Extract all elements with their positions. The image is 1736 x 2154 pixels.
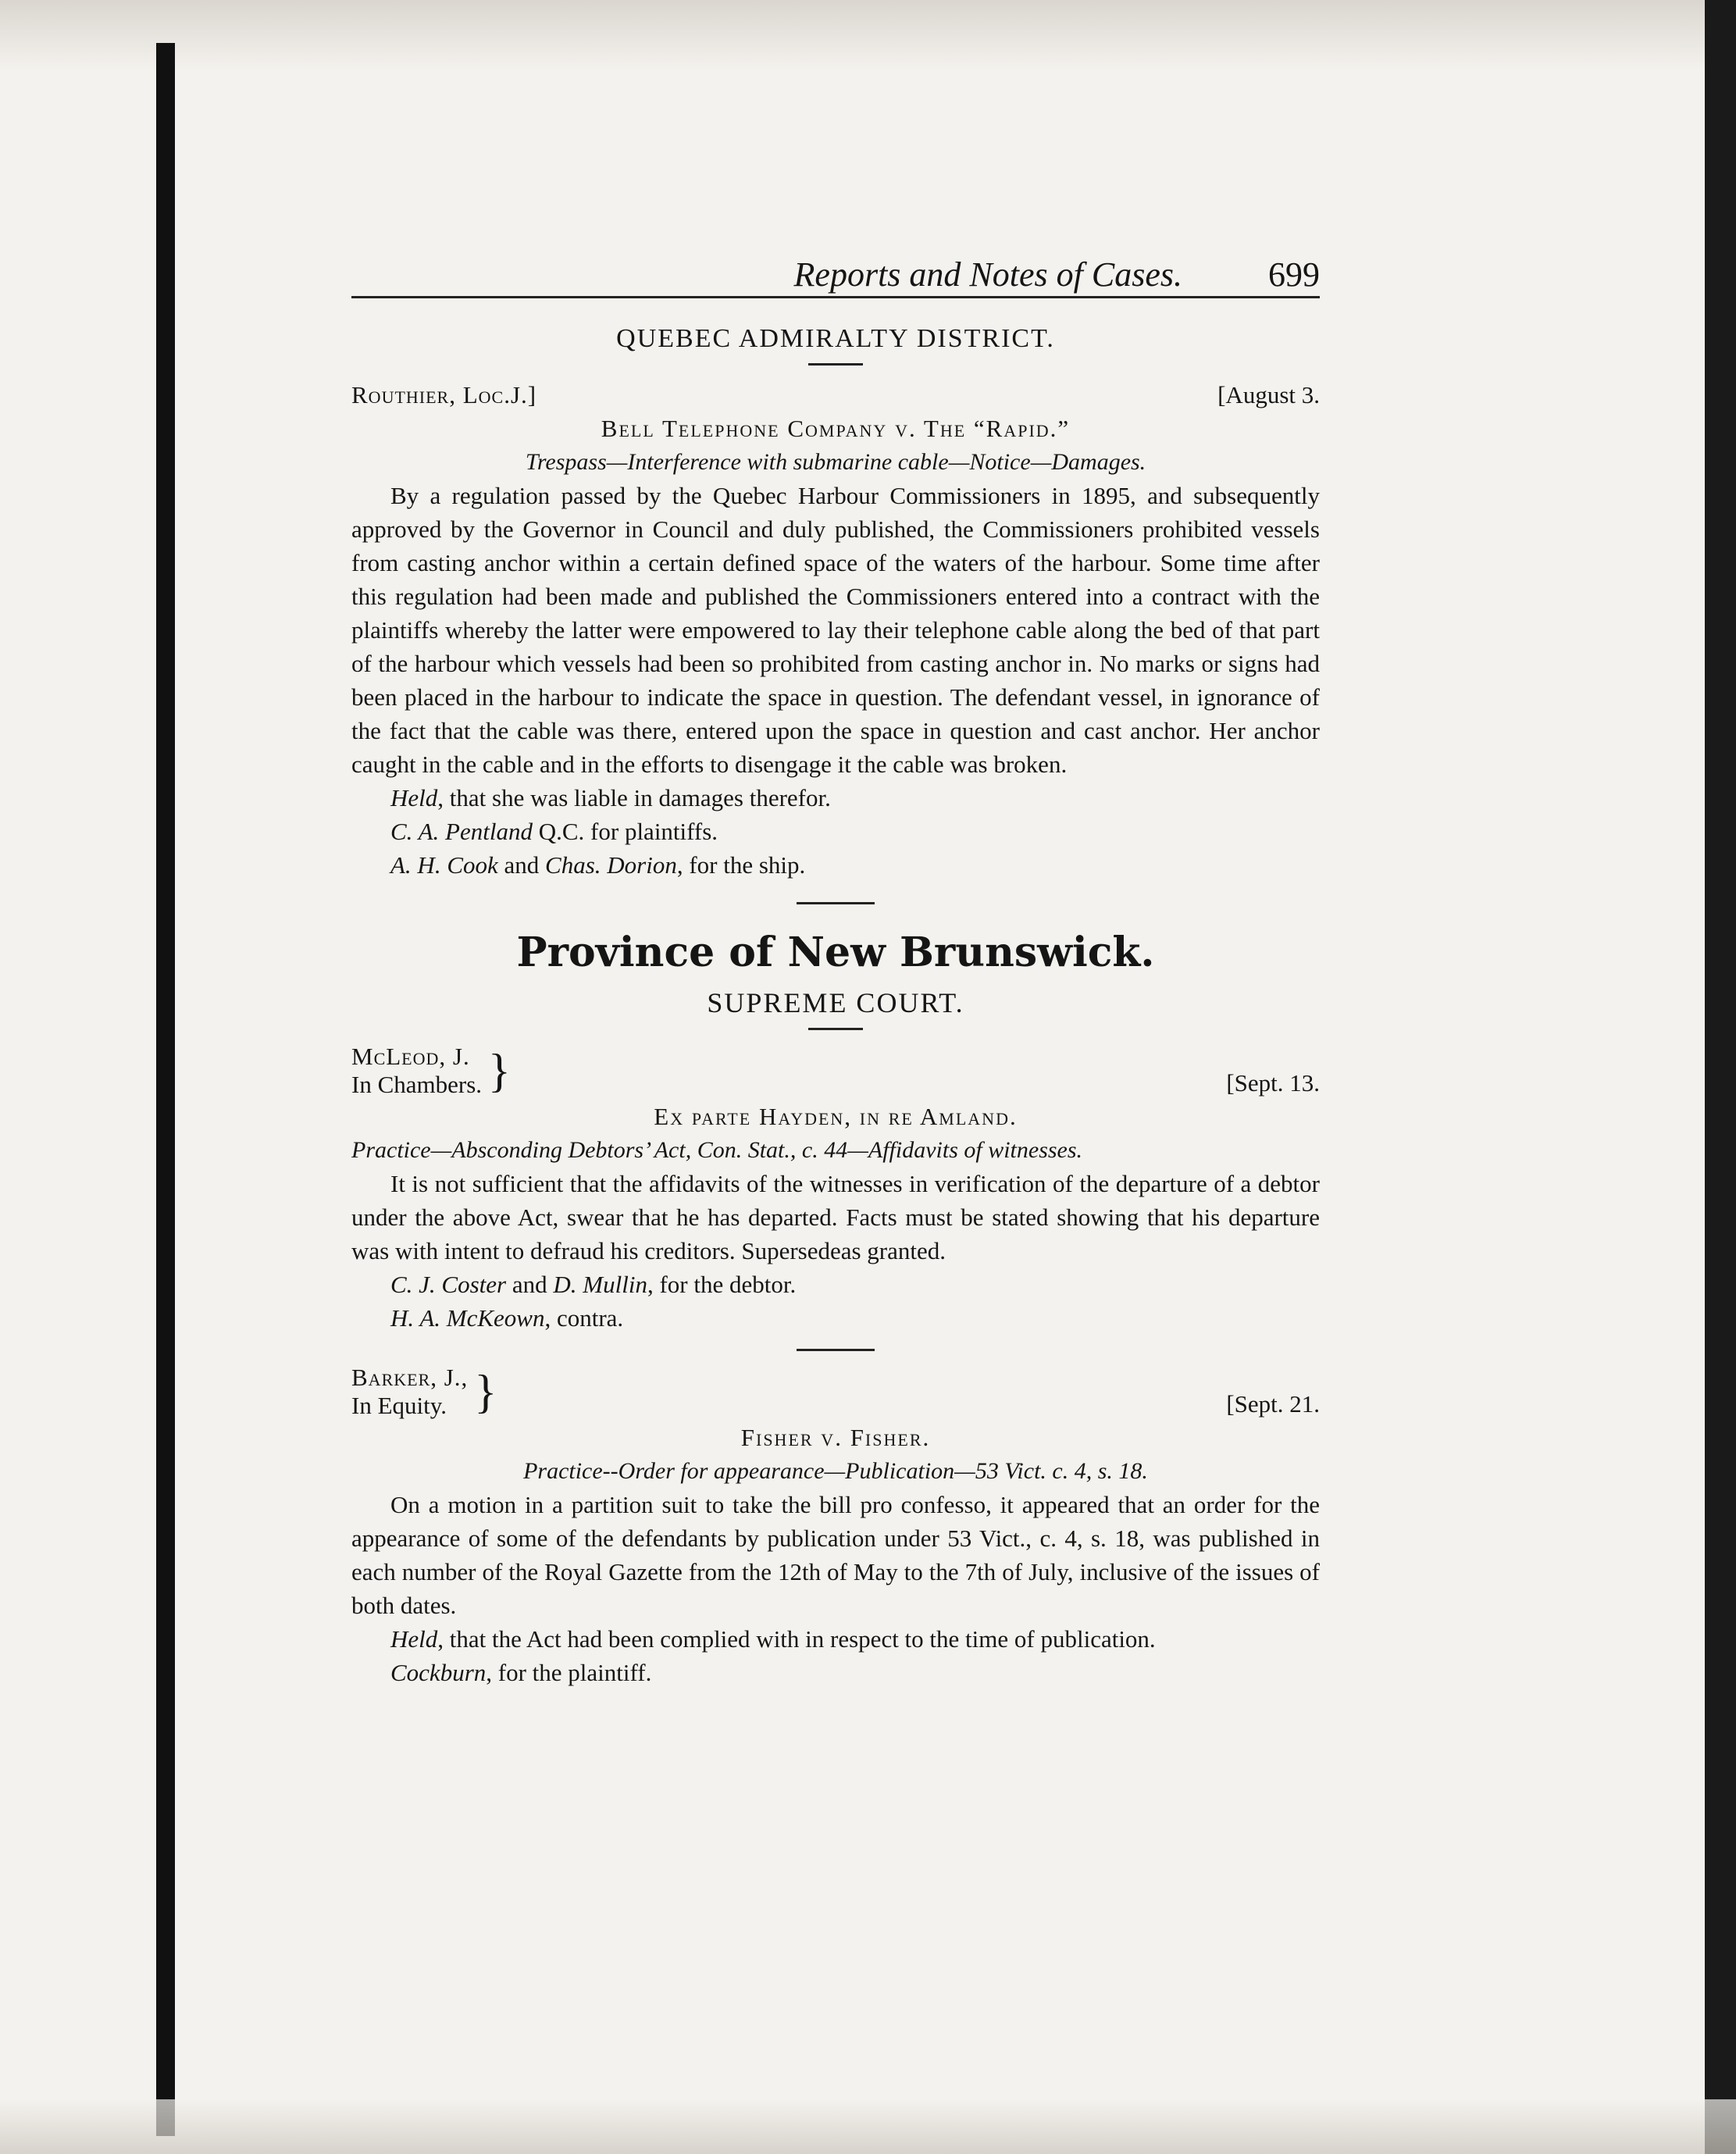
- judge-block: [351, 1043, 511, 1099]
- page-number: 699: [1268, 255, 1320, 294]
- province-heading: Province of New Brunswick.: [516, 929, 1155, 976]
- counsel-line: [351, 1268, 1320, 1301]
- judge-sitting: In Equity.: [351, 1392, 447, 1419]
- counsel-text: , for the plaintiff.: [486, 1659, 652, 1686]
- counsel-name: C. J. Coster: [390, 1271, 507, 1298]
- held-label: Held: [390, 1625, 438, 1653]
- case-body: On a motion in a partition suit to take the bill pro confesso, it appeared that an order for the appearance of some of the defendants by publication under 53 Vict., c. 4, s. 18, was published in each number of the Royal Gazette from the 12th of May to the 7th of July, inclusive of the issues of both dates.: [351, 1491, 1320, 1619]
- counsel-text: Q.C. for plaintiffs.: [532, 818, 718, 845]
- headnote: Trespass—Interference with submarine cable—Notice—Damages.: [525, 449, 1146, 475]
- judge-name: Barker, J.,: [351, 1364, 469, 1391]
- section-rule: [797, 1349, 875, 1351]
- counsel-text: , contra.: [544, 1304, 624, 1332]
- counsel-name: Chas. Dorion: [545, 851, 677, 879]
- counsel-line: [351, 848, 1320, 882]
- running-header: [351, 255, 1320, 298]
- section-rule: [808, 363, 863, 366]
- brace-glyph: }: [488, 1045, 511, 1097]
- scan-binding-edge: [156, 43, 175, 2136]
- judge-sitting: In Chambers.: [351, 1071, 483, 1098]
- section-rule: [808, 1028, 863, 1030]
- judge-name: McLeod, J.: [351, 1043, 470, 1070]
- counsel-line: [351, 1301, 1320, 1335]
- scan-top-edge: [0, 0, 1736, 70]
- counsel-line: [351, 815, 1320, 848]
- section-rule: [797, 902, 875, 904]
- case-date: [Sept. 13.: [1226, 1069, 1320, 1097]
- counsel-line: [351, 1656, 1320, 1689]
- case-title: Ex parte Hayden, in re Amland.: [654, 1103, 1018, 1130]
- case-meta-row: [351, 378, 1320, 412]
- running-title: Reports and Notes of Cases.: [793, 255, 1182, 294]
- counsel-text: , for the ship.: [676, 851, 806, 879]
- counsel-conjunction: and: [497, 851, 546, 879]
- judge-block: [351, 1364, 497, 1420]
- counsel-name: H. A. McKeown: [390, 1304, 545, 1332]
- counsel-name: Cockburn: [390, 1659, 487, 1686]
- case-meta-row: [351, 1364, 1320, 1421]
- brace-glyph: }: [474, 1366, 497, 1418]
- case-body: It is not sufficient that the affidavits of the witnesses in verification of the departure of a debtor under the above Act, swear that he has departed. Facts must be stated showing that his departure was with intent to defraud his creditors. Supersedeas granted.: [351, 1170, 1320, 1264]
- case-title: Fisher v. Fisher.: [740, 1424, 931, 1451]
- court-heading: SUPREME COURT.: [707, 987, 964, 1018]
- case-meta-row: [351, 1043, 1320, 1100]
- headnote: Practice—Absconding Debtors’ Act, Con. Stat., c. 44—Affidavits of witnesses.: [351, 1137, 1083, 1163]
- document-page: [351, 255, 1320, 1689]
- district-heading: QUEBEC ADMIRALTY DISTRICT.: [616, 324, 1055, 353]
- counsel-name: C. A. Pentland: [390, 818, 533, 845]
- case-date: [Sept. 21.: [1226, 1390, 1320, 1418]
- held-text: , that she was liable in damages therefor.: [437, 784, 831, 811]
- scan-bottom-edge: [0, 2099, 1736, 2154]
- counsel-text: , for the debtor.: [647, 1271, 797, 1298]
- headnote: Practice--Order for appearance—Publication—53 Vict. c. 4, s. 18.: [523, 1458, 1148, 1484]
- case-body: By a regulation passed by the Quebec Harbour Commissioners in 1895, and subsequently approved by the Governor in Council and duly published, the Commissioners prohibited vessels from casting anchor within a certain defined space of the waters of the harbour. Some time after this regulation had been made and published the Commissioners entered into a contract with the plaintiffs whereby the latter were empowered to lay their telephone cable along the bed of that part of the harbour which vessels had been so prohibited from casting anchor in. No marks or signs had been placed in the harbour to indicate the space in question. The defendant vessel, in ignorance of the fact that the cable was there, entered upon the space in question and cast anchor. Her anchor caught in the cable and in the efforts to disengage it the cable was broken.: [351, 482, 1320, 778]
- judge-name: Routhier, Loc.J.]: [351, 381, 537, 408]
- case-title: Bell Telephone Company v. The “Rapid.”: [601, 415, 1071, 442]
- counsel-conjunction: and: [506, 1271, 554, 1298]
- case-date: [August 3.: [1217, 381, 1320, 408]
- held-text: , that the Act had been complied with in respect to the time of publication.: [437, 1625, 1156, 1653]
- counsel-name: A. H. Cook: [390, 851, 498, 879]
- held-paragraph: [351, 1622, 1320, 1656]
- counsel-name: D. Mullin: [553, 1271, 647, 1298]
- scan-right-edge: [1705, 0, 1736, 2154]
- held-label: Held: [390, 784, 438, 811]
- held-line: [351, 781, 1320, 815]
